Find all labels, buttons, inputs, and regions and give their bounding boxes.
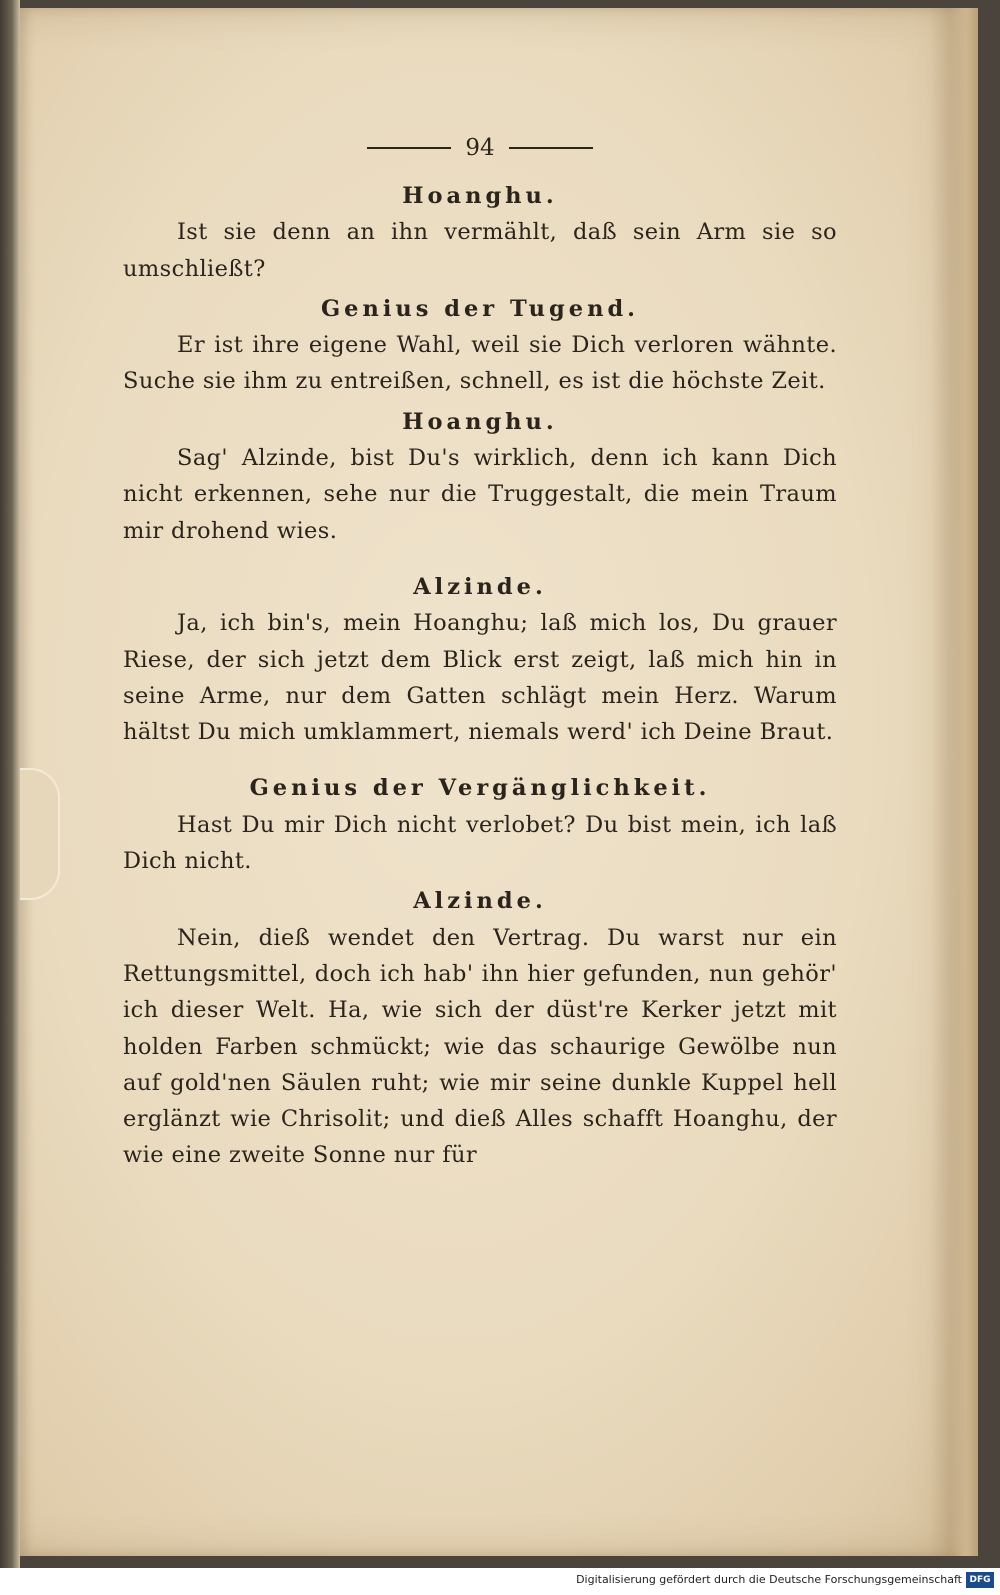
page-header: [123, 128, 837, 168]
header-rule-right: [509, 147, 593, 149]
speaker-heading: Alzinde.: [413, 573, 547, 600]
speaker-heading: Genius der Vergänglichkeit.: [249, 775, 711, 802]
header-rule-left: [367, 147, 451, 149]
digitization-footer: [0, 1568, 1000, 1595]
page-edge-shadow: [930, 8, 978, 1556]
page-fold-marker: [20, 768, 60, 900]
page-text: [123, 128, 837, 1178]
speaker-heading: Genius der Tugend.: [320, 295, 640, 322]
page-number: 94: [465, 134, 495, 161]
speech-paragraph: Hast Du mir Dich nicht verlobet? Du bist mein, ich laß Dich nicht.: [123, 811, 837, 875]
speech-paragraph: Er ist ihre eigene Wahl, weil sie Dich verloren wähnte. Suche sie ihm zu entreißen, schnell, es ist die höchste Zeit.: [123, 332, 837, 395]
speaker-heading: Hoanghu.: [402, 183, 558, 209]
book-page: [20, 8, 978, 1556]
funding-credit: Digitalisierung gefördert durch die Deutsche Forschungsgemeinschaft: [576, 1573, 962, 1586]
speech-paragraph: Nein, dieß wendet den Vertrag. Du warst nur ein Rettungsmittel, doch ich hab' ihn hier gefunden, nun gehör' ich dieser Welt. Ha, wie sich der düst're Kerker jetzt mit holden Farben schmückt; wie das schaurige Gewölbe nun auf gold'nen Säulen ruht; wie mir seine dunkle Kuppel hell erglänzt wie Chrisolit; und dieß Alles schafft Hoanghu, der wie eine zweite Sonne nur für: [123, 924, 837, 1169]
book-binding-edge: [0, 0, 20, 1595]
speaker-heading: Hoanghu.: [402, 408, 558, 435]
speech-paragraph: Ja, ich bin's, mein Hoanghu; laß mich los, Du grauer Riese, der sich jetzt dem Blick erst zeigt, laß mich hin in seine Arme, nur dem Gatten schlägt mein Herz. Warum hältst Du mich umklammert, niemals werd' ich Deine Braut.: [123, 610, 837, 746]
speaker-heading: Alzinde.: [413, 888, 547, 915]
speech-paragraph: Sag' Alzinde, bist Du's wirklich, denn ich kann Dich nicht erkennen, sehe nur die Truggestalt, die mein Traum mir drohend wies.: [123, 445, 837, 544]
speech-paragraph: Ist sie denn an ihn vermählt, daß sein Arm sie so umschließt?: [123, 219, 837, 282]
dfg-logo: DFG: [966, 1572, 994, 1588]
